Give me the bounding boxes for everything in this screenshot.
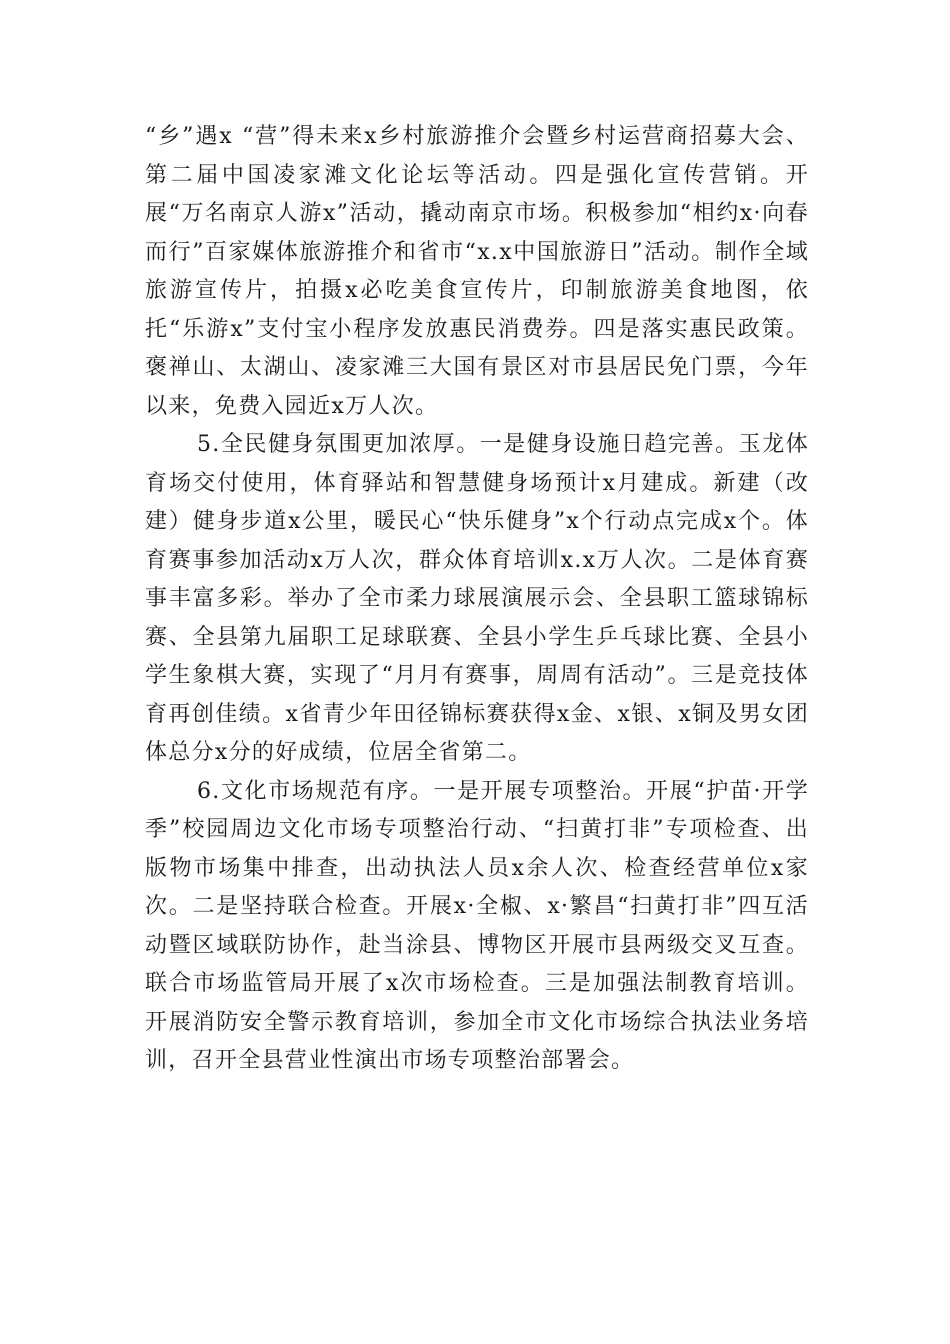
paragraph-culture-market: 6.文化市场规范有序。一是开展专项整治。开展“护苗·开学季”校园周边文化市场专项整治行动、“扫黄打非”专项检查、出版物市场集中排查，出动执法人员x余人次、检查经营单位x家次。二是坚持联合检查。开展x·全椒、x·繁昌“扫黄打非”四互活动暨区域联防协作，赴当涂县、博物区开展市县两级交叉互查。联合市场监管局开展了x次市场检查。三是加强法制教育培训。开展消防安全警示教育培训，参加全市文化市场综合执法业务培训，召开全县营业性演出市场专项整治部署会。 (145, 778, 809, 1073)
paragraph-fitness: 5.全民健身氛围更加浓厚。一是健身设施日趋完善。玉龙体育场交付使用，体育驿站和智慧健身场预计x月建成。新建（改建）健身步道x公里，暖民心“快乐健身”x个行动点完成x个。体育赛事参加活动x万人次，群众体育培训x.x万人次。二是体育赛事丰富多彩。举办了全市柔力球展演展示会、全县职工篮球锦标赛、全县第九届职工足球联赛、全县小学生乒乓球比赛、全县小学生象棋大赛，实现了“月月有赛事，周周有活动”。三是竞技体育再创佳绩。x省青少年田径锦标赛获得x金、x银、x铜及男女团体总分x分的好成绩，位居全省第二。 (145, 432, 809, 765)
paragraph-tourism-continued: “乡”遇x “营”得未来x乡村旅游推介会暨乡村运营商招募大会、第二届中国凌家滩文化论坛等活动。四是强化宣传营销。开展“万名南京人游x”活动，撬动南京市场。积极参加“相约x·向春而行”百家媒体旅游推介和省市“x.x中国旅游日”活动。制作全域旅游宣传片，拍摄x必吃美食宣传片，印制旅游美食地图，依托“乐游x”支付宝小程序发放惠民消费券。四是落实惠民政策。褒禅山、太湖山、凌家滩三大国有景区对市县居民免门票，今年以来，免费入园近x万人次。 (145, 124, 809, 419)
document-body (145, 118, 809, 1081)
